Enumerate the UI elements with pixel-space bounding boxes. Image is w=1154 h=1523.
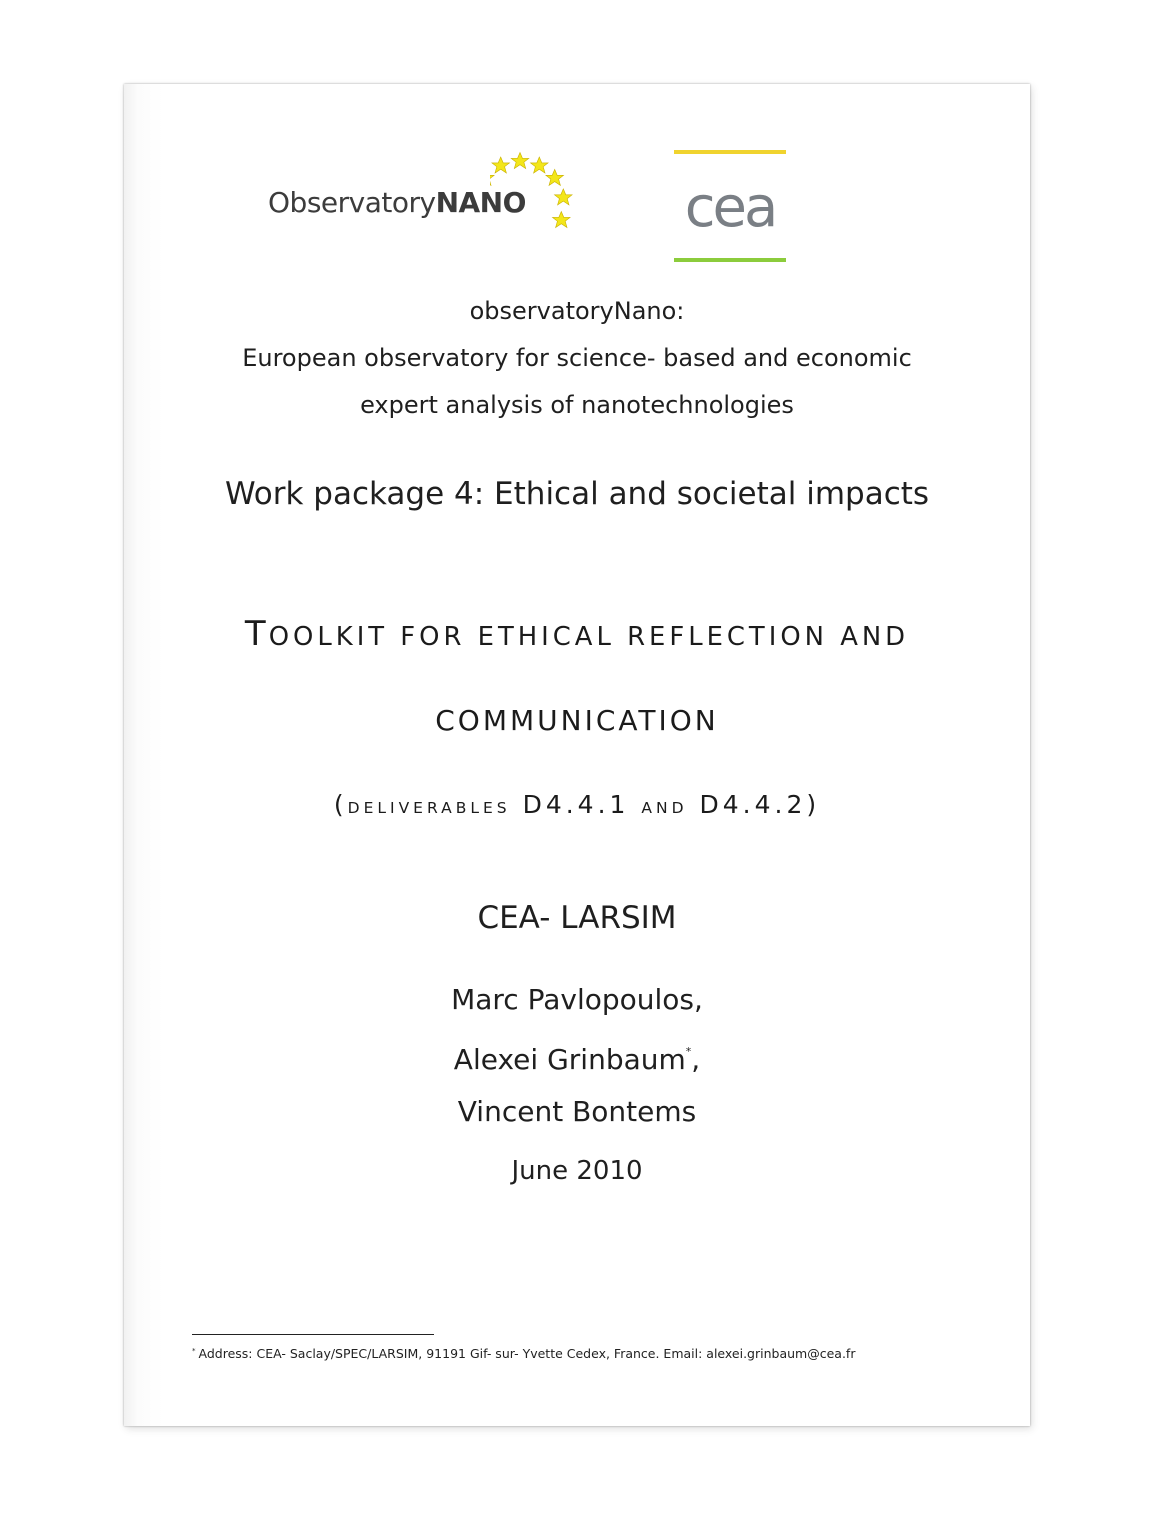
project-subtitle [124, 288, 1030, 429]
eu-stars-icon [490, 150, 594, 260]
logo-text-bold: NANO [435, 186, 526, 219]
title-line-1-rest: OOLKIT FOR ETHICAL REFLECTION AND [268, 622, 910, 652]
star-icon [546, 169, 564, 185]
title-and: AND [641, 799, 688, 817]
author-2 [124, 1026, 1030, 1086]
title-deliverable-1: D4.4.1 [522, 790, 630, 819]
organization-name: CEA- LARSIM [477, 900, 677, 936]
title-deliverables: DELIVERABLES [347, 799, 511, 817]
author-2-footnote-mark: * [685, 1045, 692, 1058]
title-line-3 [124, 790, 1030, 819]
cea-logo-text: cea [684, 175, 776, 240]
star-icon [555, 189, 573, 205]
publication-date: June 2010 [511, 1156, 643, 1186]
footnote-separator [192, 1334, 434, 1335]
title-deliverable-2: D4.4.2) [699, 790, 821, 819]
title-line-1 [124, 614, 1030, 654]
subtitle-line-3: expert analysis of nanotechnologies [360, 391, 794, 419]
footnote [192, 1346, 855, 1361]
authors-list [124, 974, 1030, 1138]
cea-bottom-bar [674, 258, 786, 262]
star-icon [553, 212, 571, 228]
cea-logo [670, 148, 790, 268]
subtitle-line-1: observatoryNano: [469, 297, 685, 325]
author-2-name: Alexei Grinbaum [453, 1043, 686, 1076]
author-1: Marc Pavlopoulos, [451, 983, 703, 1016]
footnote-text: Address: CEA- Saclay/SPEC/LARSIM, 91191 Gif- sur- Yvette Cedex, France. Email: alexei.grinbaum@cea.fr [198, 1346, 856, 1361]
author-2-suffix: , [691, 1043, 701, 1076]
work-package-heading: Work package 4: Ethical and societal impacts [224, 476, 930, 512]
observatory-nano-wordmark [268, 186, 526, 219]
logo-text-regular: Observatory [268, 186, 436, 219]
star-icon [531, 157, 549, 173]
star-icon [492, 157, 510, 173]
footnote-mark: * [192, 1347, 196, 1355]
observatory-nano-logo [264, 150, 594, 260]
star-icon [490, 169, 494, 185]
author-3: Vincent Bontems [457, 1095, 697, 1128]
title-initial: T [244, 614, 269, 654]
title-line-2: COMMUNICATION [435, 704, 719, 737]
title-paren-open: ( [333, 790, 348, 819]
subtitle-line-2: European observatory for science- based and economic [242, 344, 912, 372]
document-page [124, 84, 1030, 1426]
star-icon [511, 153, 529, 169]
cea-top-bar [674, 150, 786, 154]
